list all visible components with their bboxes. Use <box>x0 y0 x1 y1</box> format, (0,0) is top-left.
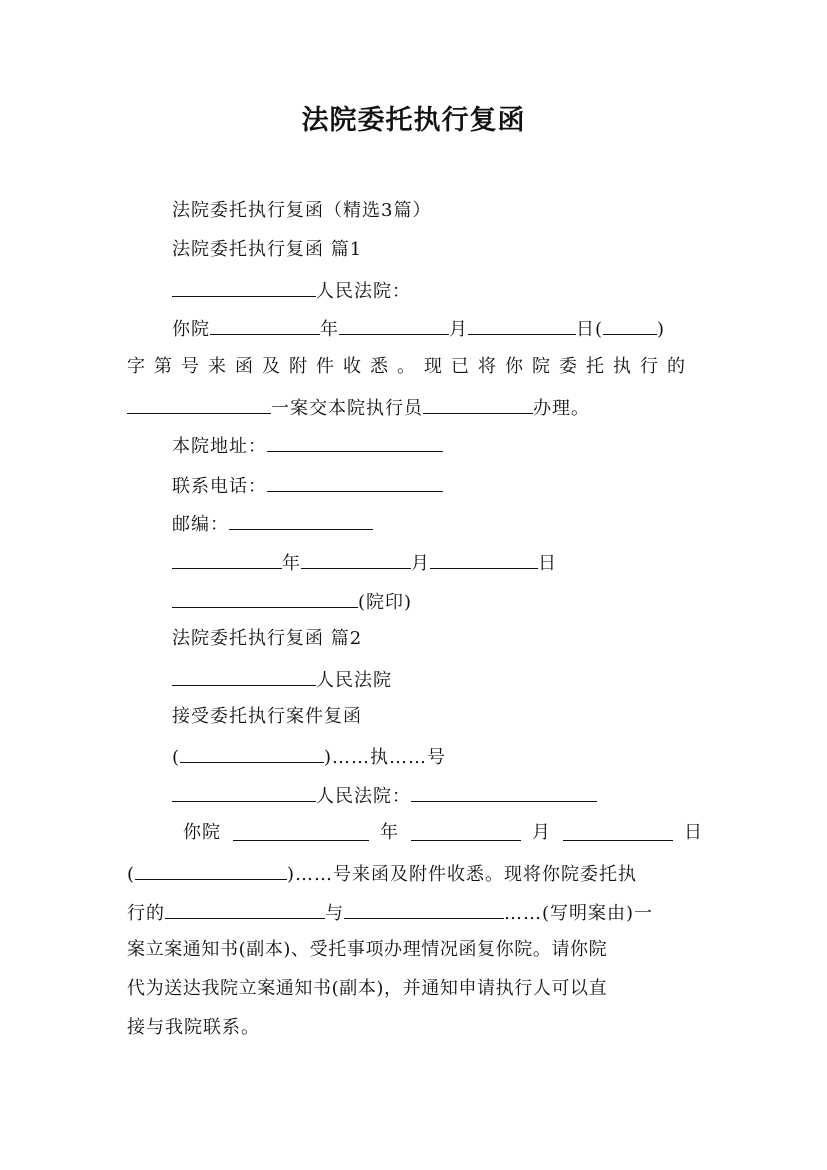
day-blank-2 <box>563 820 673 841</box>
phone-line <box>172 471 443 500</box>
case-number-open: ( <box>172 747 181 768</box>
section-heading-1-text: 法院委托执行复函 篇1 <box>172 239 363 260</box>
document-title: 法院委托执行复函 <box>301 105 526 136</box>
addressee-line-1 <box>172 276 411 305</box>
sig-year-text: 年 <box>282 553 301 574</box>
year-text: 年 <box>320 319 339 340</box>
close-paren-text: ) <box>657 319 666 340</box>
court-name-blank-3 <box>172 781 316 802</box>
case-number-text: )……执……号 <box>324 747 447 768</box>
phone-blank <box>267 471 443 492</box>
letter-date-line-2 <box>127 820 703 846</box>
day-2-text: 日 <box>684 822 703 843</box>
case-assigned-text: 一案交本院执行员 <box>271 398 423 419</box>
letter-number-blank <box>135 859 287 880</box>
seal-text: (院印) <box>358 592 413 613</box>
officer-blank <box>423 393 533 414</box>
body-line-4 <box>127 898 703 927</box>
seal-blank <box>172 587 358 608</box>
sig-year-blank <box>172 548 282 569</box>
applicant-blank <box>165 898 325 919</box>
code-blank <box>603 314 657 335</box>
section-heading-2 <box>172 626 362 652</box>
body-line-2 <box>127 393 703 422</box>
court-2-text: 人民法院 <box>316 670 392 691</box>
sig-day-blank <box>430 548 538 569</box>
body-line-5 <box>127 937 703 963</box>
address-blank <box>267 431 443 452</box>
addressee-1-text: 人民法院： <box>316 281 411 302</box>
phone-label: 联系电话： <box>172 476 267 497</box>
body-line-4-text-a: 行的 <box>127 903 165 924</box>
postcode-blank <box>229 509 373 530</box>
postcode-line <box>172 509 373 538</box>
subtitle-text: 法院委托执行复函（精选3篇） <box>172 200 432 221</box>
case-number-blank <box>180 742 324 763</box>
year-blank-2 <box>233 820 369 841</box>
document-subtitle <box>172 198 431 224</box>
body-line-4-text-b: 与 <box>325 903 344 924</box>
sig-month-text: 月 <box>411 553 430 574</box>
seal-line <box>172 587 412 616</box>
day-blank <box>468 314 576 335</box>
case-number-line <box>172 742 446 771</box>
body-line-5-text: 案立案通知书(副本)、受托事项办理情况函复你院。请你院 <box>127 939 608 960</box>
body-line-1 <box>127 354 703 380</box>
handle-text: 办理。 <box>533 398 590 419</box>
postcode-label: 邮编： <box>172 514 229 535</box>
body-line-3 <box>127 859 703 888</box>
letter-date-line-1 <box>172 314 665 343</box>
reply-title-line <box>172 704 362 730</box>
case-blank <box>127 393 271 414</box>
body-line-7 <box>127 1015 703 1041</box>
body-line-6-text: 代为送达我院立案通知书(副本)，并通知申请执行人可以直 <box>127 978 608 999</box>
addressee-2-blank <box>411 781 597 802</box>
address-line <box>172 431 443 460</box>
your-court-text: 你院 <box>172 319 210 340</box>
year-blank <box>210 314 320 335</box>
addressee-line-2 <box>172 781 597 810</box>
sig-month-blank <box>301 548 411 569</box>
month-2-text: 月 <box>532 822 551 843</box>
month-blank <box>339 314 449 335</box>
court-line-2 <box>172 665 392 694</box>
month-text: 月 <box>449 319 468 340</box>
month-blank-2 <box>411 820 521 841</box>
reply-title-text: 接受委托执行案件复函 <box>172 706 362 727</box>
day-paren-text: 日( <box>576 319 604 340</box>
body-line-3-open: ( <box>127 864 136 885</box>
body-line-1-text: 字第号来函及附件收悉。现已将你院委托执行的 <box>127 356 694 377</box>
addressee-2-text: 人民法院： <box>316 786 411 807</box>
section-heading-1 <box>172 237 362 263</box>
sig-day-text: 日 <box>538 553 557 574</box>
year-2-text: 年 <box>380 822 399 843</box>
address-label: 本院地址： <box>172 436 267 457</box>
court-name-blank <box>172 276 316 297</box>
your-court-2-text: 你院 <box>183 822 221 843</box>
body-line-7-text: 接与我院联系。 <box>127 1017 260 1038</box>
signature-date-line <box>172 548 557 577</box>
body-line-3-text: )……号来函及附件收悉。现将你院委托执 <box>287 864 638 885</box>
section-heading-2-text: 法院委托执行复函 篇2 <box>172 628 363 649</box>
respondent-blank <box>344 898 504 919</box>
body-line-4-text-c: ……(写明案由)一 <box>504 903 654 924</box>
body-line-6 <box>127 976 703 1002</box>
court-name-blank-2 <box>172 665 316 686</box>
